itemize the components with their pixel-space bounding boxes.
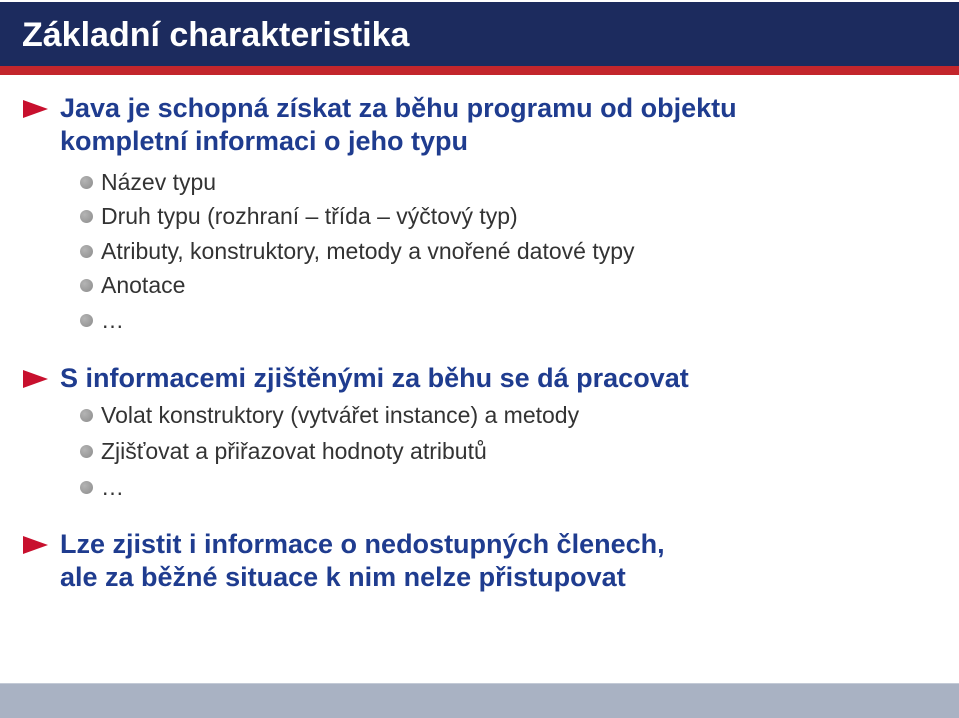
list-item-text: … [101, 306, 124, 333]
list-item [0, 433, 959, 469]
list-item [0, 200, 959, 235]
list-item [0, 469, 959, 505]
list-item [0, 269, 959, 304]
heading-line: Lze zjistit i informace o nedostupných členech, [60, 529, 665, 559]
list-item [0, 234, 959, 269]
list-item-text: Anotace [101, 272, 186, 299]
list-item-text: Atributy, konstruktory, metody a vnořené datové typy [101, 237, 635, 264]
heading-line: Java je schopná získat za běhu programu od objektu [60, 93, 737, 123]
list-item-text: Druh typu (rozhraní – třída – výčtový typ) [101, 203, 518, 230]
circle-bullet-icon [80, 279, 93, 292]
sub-bullet-list [0, 165, 959, 338]
circle-bullet-icon [80, 481, 93, 494]
footer-bar [0, 683, 959, 718]
heading-line: kompletní informaci o jeho typu [60, 126, 469, 156]
bullet-arrow-icon [23, 100, 48, 118]
sub-bullet-list [0, 397, 959, 505]
slide-title: Základní charakteristika [22, 16, 410, 54]
circle-bullet-icon [80, 445, 93, 458]
list-item-text: Volat konstruktory (vytvářet instance) a metody [101, 401, 580, 428]
section-heading-working-with-info [60, 362, 689, 395]
section-heading-inaccessible-members [60, 528, 665, 594]
circle-bullet-icon [80, 245, 93, 258]
heading-line: ale za běžné situace k nim nelze přistupovat [60, 562, 626, 592]
circle-bullet-icon [80, 314, 93, 327]
heading-line: S informacemi zjištěnými za běhu se dá pracovat [60, 363, 689, 393]
circle-bullet-icon [80, 210, 93, 223]
list-item-text: Zjišťovat a přiřazovat hodnoty atributů [101, 437, 487, 464]
circle-bullet-icon [80, 409, 93, 422]
list-item [0, 397, 959, 433]
section-heading-runtime-info [60, 92, 737, 158]
circle-bullet-icon [80, 176, 93, 189]
list-item-text: Název typu [101, 168, 217, 195]
accent-stripe [0, 66, 959, 75]
list-item [0, 165, 959, 200]
bullet-arrow-icon [23, 370, 48, 388]
list-item [0, 303, 959, 338]
title-bar [0, 2, 959, 66]
bullet-arrow-icon [23, 536, 48, 554]
list-item-text: … [101, 473, 124, 500]
